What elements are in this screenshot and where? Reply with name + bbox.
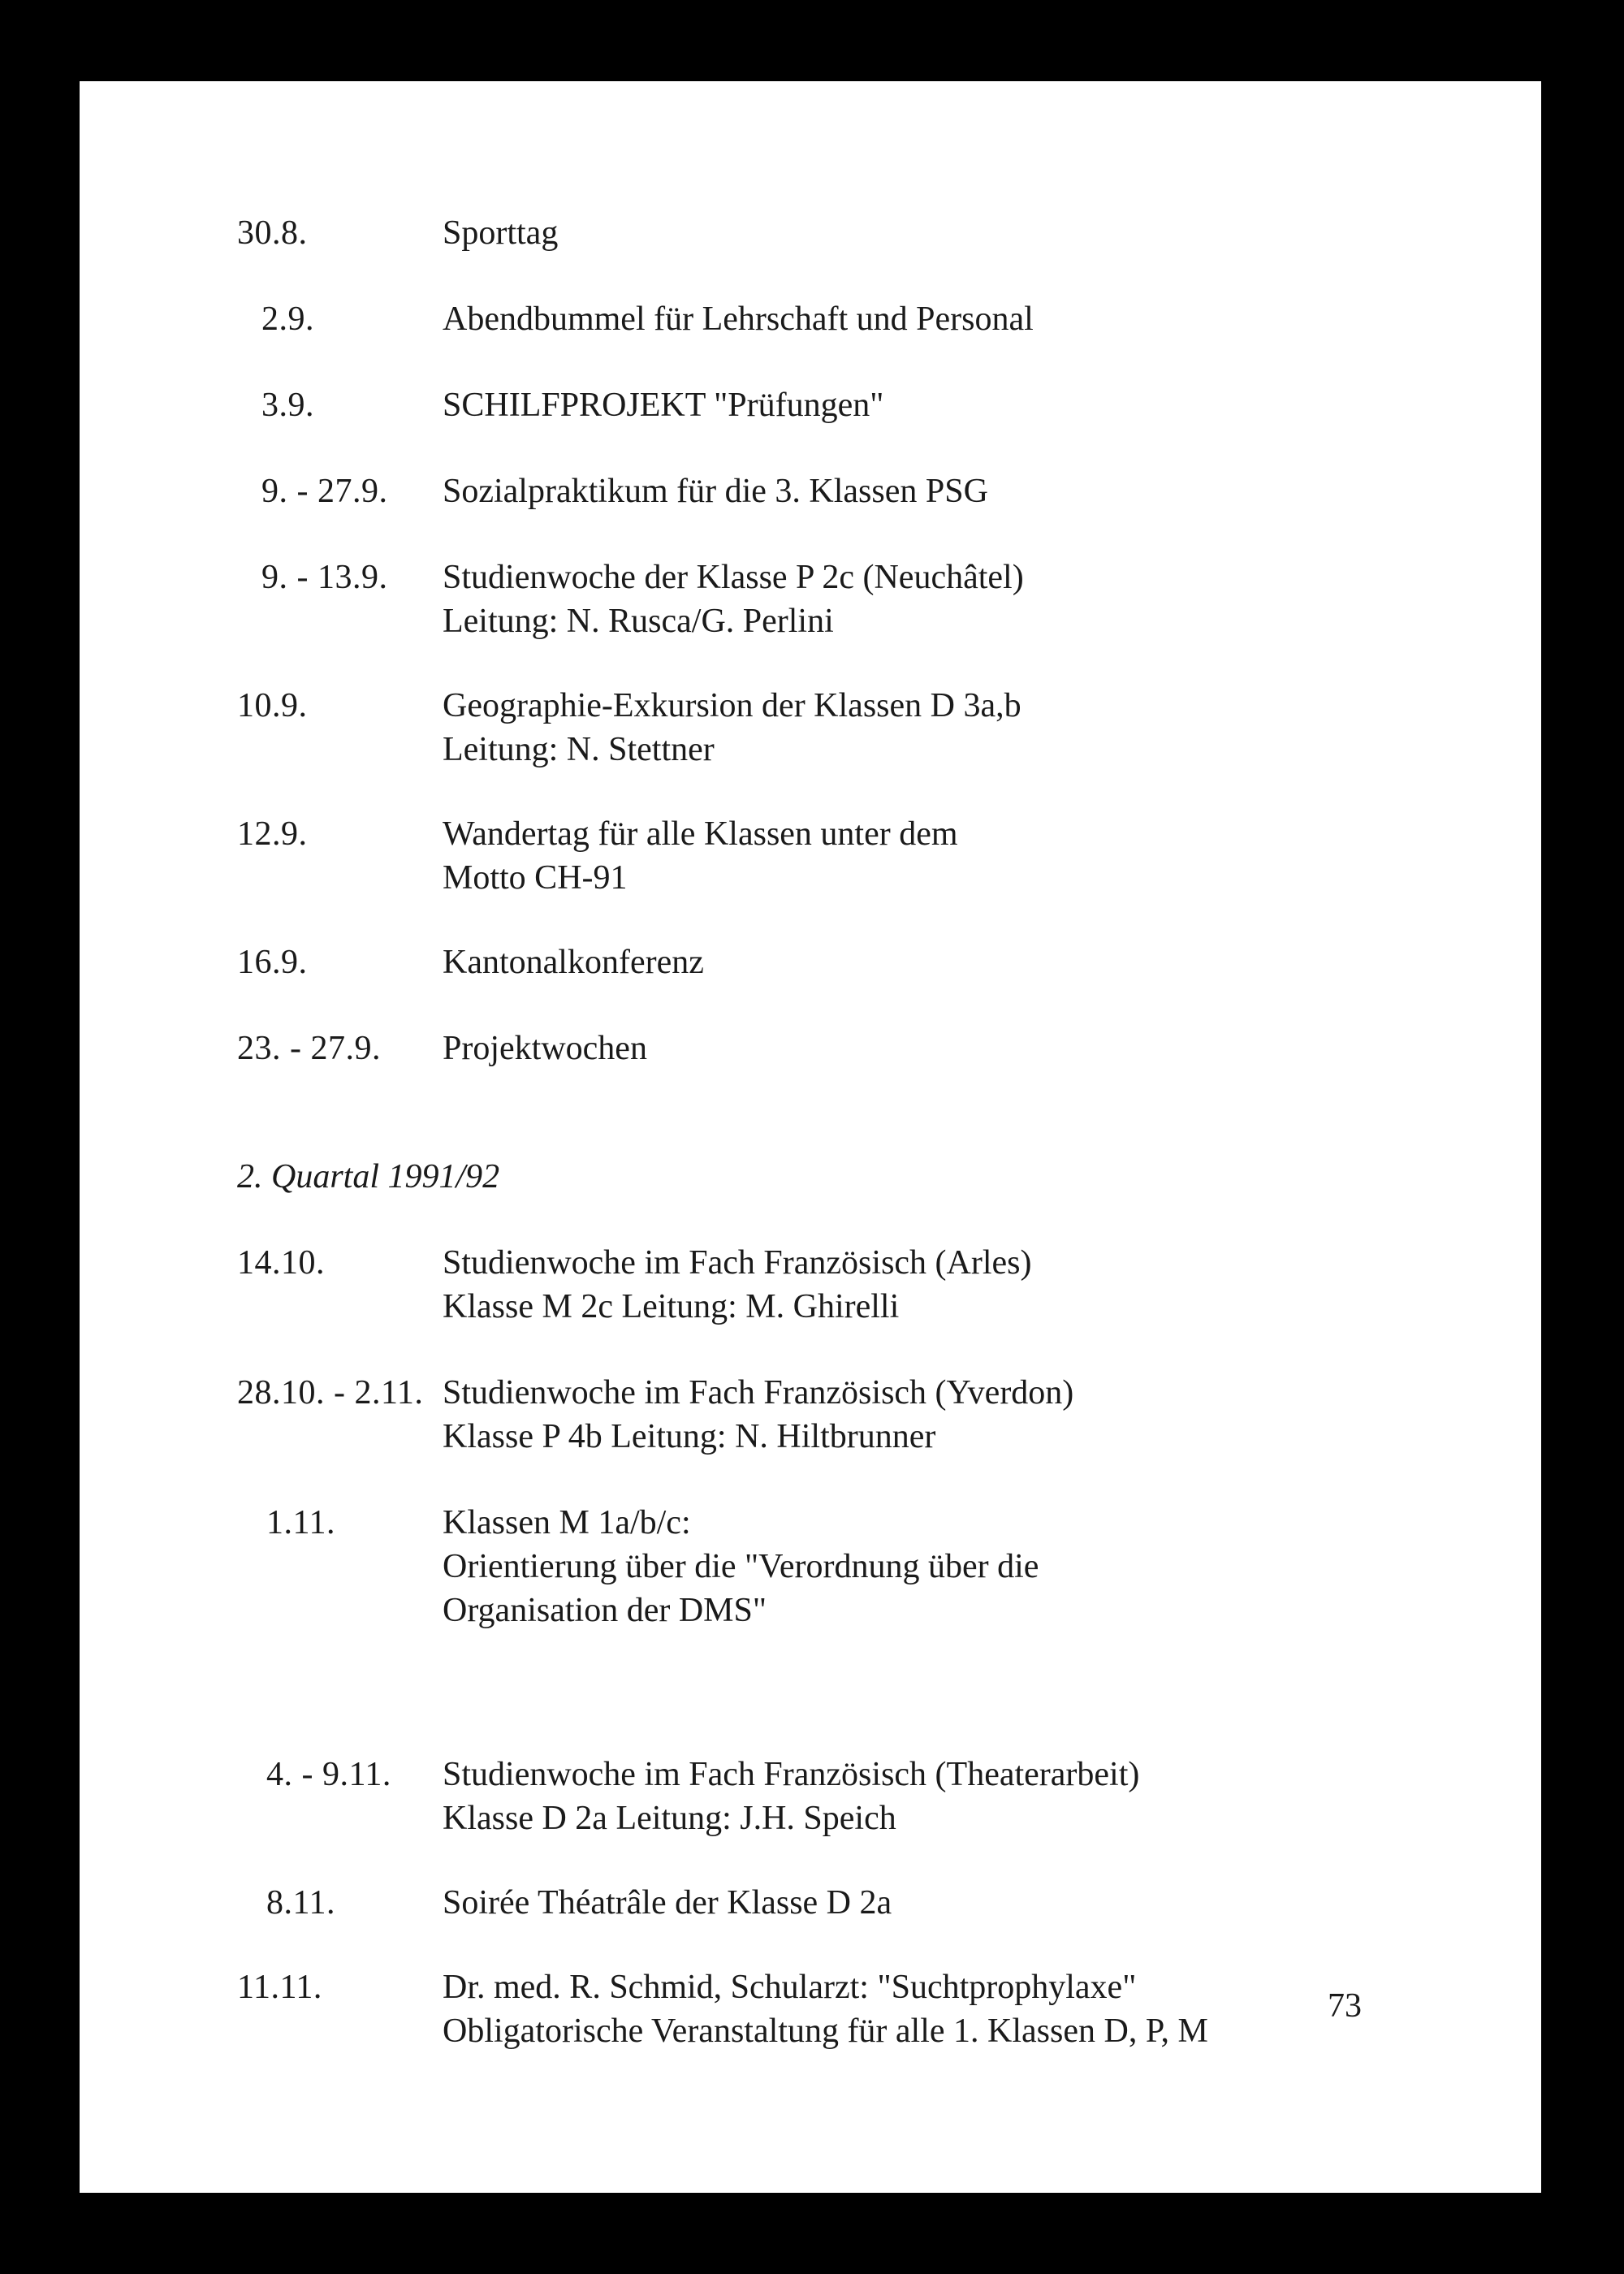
entry-line: SCHILFPROJEKT "Prüfungen"	[443, 387, 884, 424]
entry-description	[443, 940, 1498, 984]
entry-date: 8.11.	[266, 1884, 335, 1922]
entry-description	[443, 684, 1498, 772]
entry-date: 11.11.	[237, 1969, 322, 2006]
entry-line: Sporttag	[443, 214, 559, 252]
entry-line: Abendbummel für Lehrschaft und Personal	[443, 300, 1034, 338]
entry-line: Sozialpraktikum für die 3. Klassen PSG	[443, 473, 988, 510]
entry-date: 23. - 27.9.	[237, 1030, 381, 1067]
entry-line: Studienwoche im Fach Französisch (Arles)	[443, 1244, 1032, 1282]
entry-line: Leitung: N. Rusca/G. Perlini	[443, 603, 834, 640]
entry-line: Projektwochen	[443, 1030, 647, 1067]
entry-date: 10.9.	[237, 687, 308, 724]
entry-line: Klassen M 1a/b/c:	[443, 1504, 691, 1541]
entry-date: 16.9.	[237, 944, 308, 981]
entry-line: Geographie-Exkursion der Klassen D 3a,b	[443, 687, 1021, 724]
entry-line: Klasse M 2c Leitung: M. Ghirelli	[443, 1288, 900, 1325]
entry-line: Kantonalkonferenz	[443, 944, 704, 981]
entry-description	[443, 383, 1498, 427]
entry-date: 28.10. - 2.11.	[237, 1374, 424, 1412]
entry-line: Dr. med. R. Schmid, Schularzt: "Suchtprophylaxe"	[443, 1969, 1137, 2006]
entry-description	[443, 1027, 1498, 1070]
entry-line: Studienwoche im Fach Französisch (Theaterarbeit)	[443, 1756, 1140, 1793]
entry-line: Wandertag für alle Klassen unter dem	[443, 815, 958, 853]
entry-line: Klasse P 4b Leitung: N. Hiltbrunner	[443, 1418, 936, 1455]
entry-line: Obligatorische Veranstaltung für alle 1. Klassen D, P, M	[443, 2012, 1208, 2050]
entry-date: 9. - 13.9.	[261, 559, 388, 596]
entry-date: 14.10.	[237, 1244, 325, 1282]
entry-description	[443, 1881, 1498, 1925]
entry-line: Studienwoche im Fach Französisch (Yverdon)	[443, 1374, 1074, 1412]
entry-line: Orientierung über die "Verordnung über die	[443, 1548, 1039, 1585]
entry-description	[443, 469, 1498, 513]
entry-description	[443, 211, 1498, 255]
page-number: 73	[1328, 1987, 1362, 2025]
entry-line: Klasse D 2a Leitung: J.H. Speich	[443, 1800, 896, 1837]
entry-line: Motto CH-91	[443, 859, 628, 897]
entry-date: 2.9.	[261, 300, 314, 338]
entry-line: Leitung: N. Stettner	[443, 731, 715, 768]
entry-date: 4. - 9.11.	[266, 1756, 391, 1793]
entry-description	[443, 1753, 1498, 1840]
entry-description	[443, 812, 1498, 900]
entry-date: 1.11.	[266, 1504, 335, 1541]
entry-description	[443, 1241, 1498, 1329]
entry-date: 12.9.	[237, 815, 308, 853]
entry-line: Soirée Théatrâle der Klasse D 2a	[443, 1884, 892, 1922]
entry-date: 30.8.	[237, 214, 308, 252]
entry-date: 9. - 27.9.	[261, 473, 388, 510]
entry-line: Organisation der DMS"	[443, 1592, 767, 1629]
entry-description	[443, 556, 1498, 643]
entry-date: 3.9.	[261, 387, 314, 424]
entry-description	[443, 1501, 1498, 1632]
document-page	[80, 81, 1541, 2193]
section-heading: 2. Quartal 1991/92	[237, 1158, 500, 1195]
entry-description	[443, 1371, 1498, 1459]
entry-description	[443, 297, 1498, 341]
entry-line: Studienwoche der Klasse P 2c (Neuchâtel)	[443, 559, 1024, 596]
